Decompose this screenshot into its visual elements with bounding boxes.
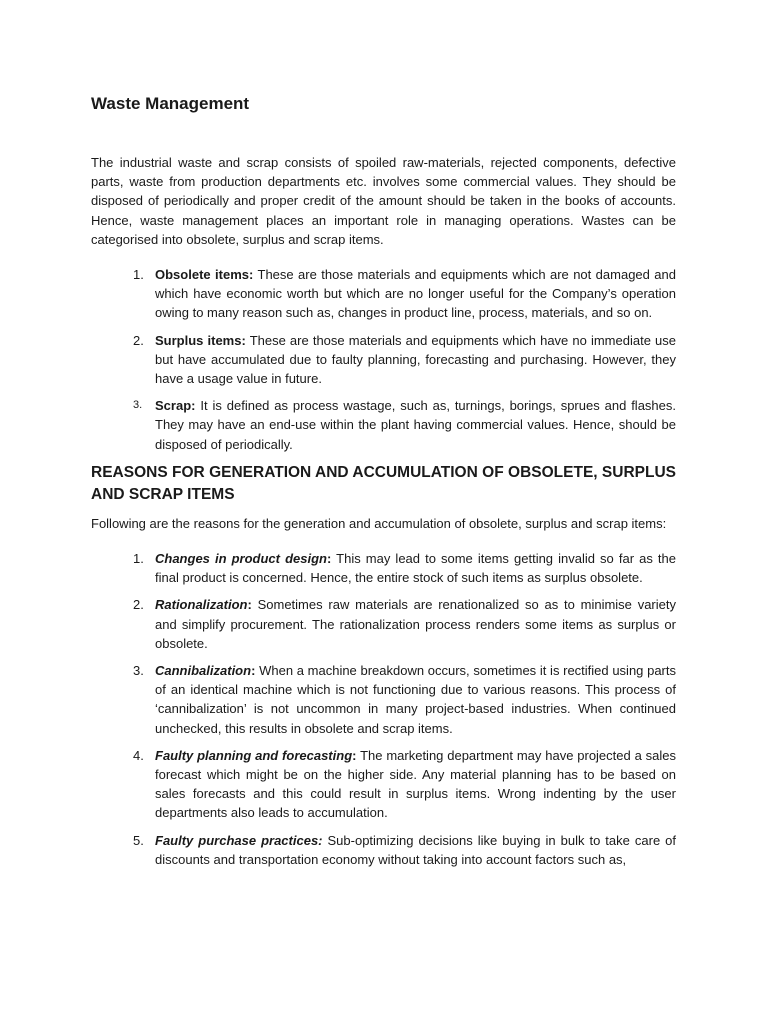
list-number: 2. <box>133 597 144 613</box>
item-text: These are those materials and equipments which have no immediate use but have accumulated due to faulty planning, forecasting and purchasing. However, they have a usage value in future. <box>155 332 677 387</box>
item-text: Sub-optimizing decisions like buying in bulk to take care of discounts and transportation economy without taking into account factors such as, <box>155 832 677 867</box>
document-title: Waste Management <box>91 94 250 113</box>
item-text: When a machine breakdown occurs, sometimes it is rectified using parts of an identical machine which is not functioning due to various reasons. This process of ‘cannibalization’ is not uncommon in many project-based industries. When continued unchecked, this results in obsolete and scrap items. <box>155 663 676 736</box>
list-item <box>91 746 676 823</box>
intro-paragraph: The industrial waste and scrap consists of spoiled raw-materials, rejected components, defective parts, waste from production departments etc. involves some commercial values. They should be disposed of periodically and proper credit of the amount should be taken in the books of accounts. Hence, waste management places an important role in managing operations. Wastes can be categorised into obsolete, surplus and scrap items. <box>91 155 676 247</box>
list-item <box>91 331 676 389</box>
item-text: The marketing department may have projected a sales forecast which might be on the higher side. Any material planning has to be based on sales forecasts and this could result in surplus items. Wrong indenting by the user departments also leads to accumulation. <box>155 747 676 821</box>
item-text: These are those materials and equipments which are not damaged and which have economic worth but which are no longer useful for the Company’s operation owing to many reason such as, changes in product line, process, materials, and so on. <box>155 267 676 321</box>
list-item <box>91 396 676 454</box>
section-heading: REASONS FOR GENERATION AND ACCUMULATION OF OBSOLETE, SURPLUS AND SCRAP ITEMS <box>91 463 676 503</box>
list-number: 5. <box>133 832 144 848</box>
item-term-colon: : <box>247 597 252 613</box>
item-term-colon: : <box>326 551 332 567</box>
list-item <box>91 265 676 323</box>
item-term: Faulty planning and forecasting <box>155 747 353 763</box>
list-number: 3. <box>133 399 143 412</box>
section-intro-paragraph: Following are the reasons for the generation and accumulation of obsolete, surplus and scrap items: <box>91 515 667 531</box>
item-term: Changes in product design <box>155 551 327 567</box>
list-number: 2. <box>133 332 144 348</box>
list-number: 1. <box>133 267 144 283</box>
list-item <box>91 549 676 587</box>
list-item <box>91 595 676 653</box>
item-text: Sometimes raw materials are renationalized so as to minimise variety and simplify procurement. The rationalization process renders some items as surplus or obsolete. <box>155 597 676 651</box>
list-number: 3. <box>133 663 144 679</box>
waste-categories-list <box>91 265 676 454</box>
item-term: Surplus items: <box>155 332 246 348</box>
item-term: Rationalization <box>155 597 248 613</box>
item-term-colon: : <box>251 663 256 679</box>
item-term: Obsolete items: <box>155 267 254 283</box>
item-text: It is defined as process wastage, such as, turnings, borings, sprues and flashes. They may have an end-use within the plant having commercial values. Hence, should be disposed of periodically. <box>155 398 676 452</box>
list-item <box>91 831 676 869</box>
item-term: Faulty purchase practices: <box>155 832 323 848</box>
list-number: 1. <box>133 551 144 567</box>
reasons-list <box>91 549 676 869</box>
item-term-colon: : <box>352 747 357 763</box>
list-number: 4. <box>133 747 144 763</box>
list-item <box>91 661 676 738</box>
item-term: Scrap: <box>155 398 196 414</box>
item-term: Cannibalization <box>155 663 252 679</box>
item-text: This may lead to some items getting invalid so far as the final product is concerned. Hence, the entire stock of such items as surplus obsolete. <box>155 551 676 586</box>
